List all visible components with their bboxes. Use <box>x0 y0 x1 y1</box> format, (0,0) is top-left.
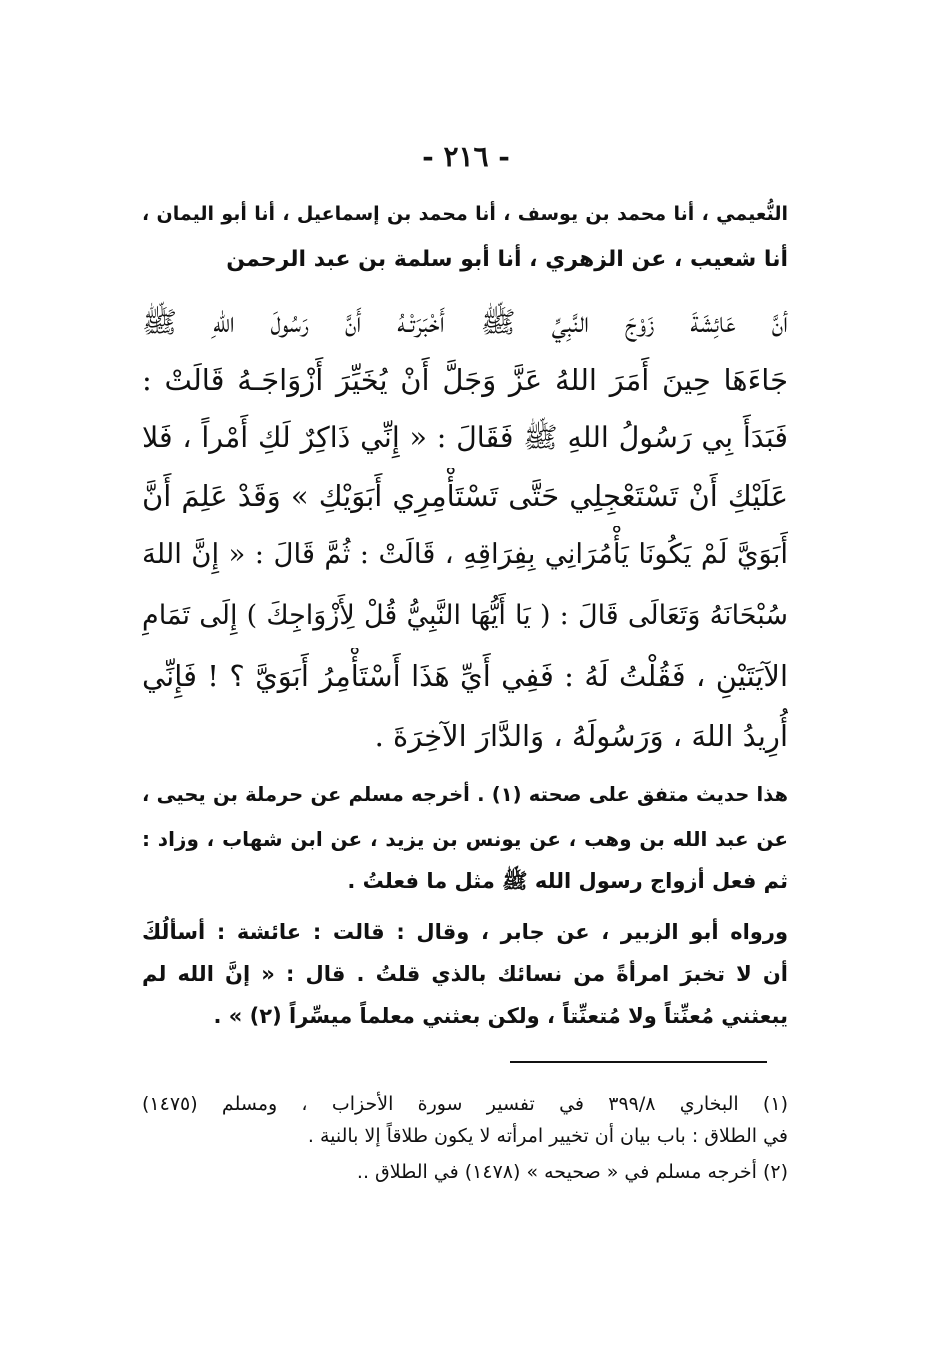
commentary-2-line-3: يبعثني مُعنِّتاً ولا مُتعنِّتاً ، ولكن بعثني معلماً ميسِّراً (٢) » . <box>213 1004 788 1028</box>
commentary-2-line-1: ورواه أبو الزبير ، عن جابر ، وقال : قالت : عائشة : أسألُكَ <box>142 920 788 944</box>
footnote-separator <box>510 1061 767 1063</box>
commentary-2-line-2: أن لا تخبرَ امرأةً من نسائك بالذي قلتُ . قال : « إنَّ الله لم <box>142 962 788 986</box>
commentary-1-line-1: هذا حديث متفق على صحته (١) . أخرجه مسلم عن حرملة بن يحيى ، <box>142 783 788 806</box>
page-number: - ٢١٦ - <box>422 140 510 173</box>
hadith-line-7: الآيَتَيْنِ ، فَقُلْتُ لَهُ : فَفِي أَيِّ هَذَا أَسْتَأْمِرُ أَبَوَيَّ ؟ ! فَإِنِّي <box>142 659 788 693</box>
hadith-line-5: أَبَوَيَّ لَمْ يَكُونَا يَأْمُرَانِي بِفِرَاقِهِ ، قَالَتْ : ثُمَّ قَالَ : « إِنَّ اللهَ <box>142 538 788 570</box>
hadith-line-3: فَبَدَأَ بِي رَسُولُ اللهِ ﷺ فَقَالَ : « إِنِّي ذَاكِرٌ لَكِ أَمْراً ، فَلا <box>142 421 788 454</box>
hadith-line-4: عَلَيْكِ أَنْ تَسْتَعْجِلِي حَتَّى تَسْتَأْمِرِي أَبَوَيْكِ » وَقَدْ عَلِمَ أَنَّ <box>142 479 788 513</box>
footnote-1-line-2: في الطلاق : باب بيان أن تخيير امرأته لا يكون طلاقاً إلا بالنية . <box>307 1125 788 1147</box>
hadith-line-8: أُرِيدُ اللهَ ، وَرَسُولَهُ ، وَالدَّارَ الآخِرَةَ . <box>374 719 788 753</box>
footnote-2: (٢) أخرجه مسلم في « صحيحه » (١٤٧٨) في الطلاق .. <box>356 1161 788 1183</box>
hadith-line-6: سُبْحَانَهُ وَتَعَالَى قَالَ : ( يَا أَيُّهَا النَّبِيُّ قُلْ لِأَزْوَاجِكَ ) إِلَى تَمَامِ <box>142 600 788 631</box>
isnad-line-2: أنا شعيب ، عن الزهري ، أنا أبو سلمة بن عبد الرحمن <box>226 247 788 272</box>
hadith-line-1: أنَّ عَائِشَةَ زَوْجَ النَّبِيِّ ﷺ أَخْبَرَتْـهُ أَنَّ رَسُولَ اللهِ ﷺ <box>142 305 788 339</box>
isnad-line-1: النُّعيمي ، أنا محمد بن يوسف ، أنا محمد بن إسماعيل ، أنا أبو اليمان ، <box>142 203 788 225</box>
hadith-line-2: جَاءَهَا حِينَ أَمَرَ اللهُ عَزَّ وَجَلَّ أَنْ يُخَيِّرَ أَزْوَاجَـهُ قَالَتْ : <box>142 363 788 397</box>
footnote-1-line-1: (١) البخاري ٣٩٩/٨ في تفسير سورة الأحزاب ، ومسلم (١٤٧٥) <box>142 1093 788 1115</box>
commentary-1-line-2: عن عبد الله بن وهب ، عن يونس بن يزيد ، عن ابن شهاب ، وزاد : <box>142 827 788 851</box>
commentary-1-line-3: ثم فعل أزواج رسول الله ﷺ مثل ما فعلتُ . <box>347 869 788 893</box>
